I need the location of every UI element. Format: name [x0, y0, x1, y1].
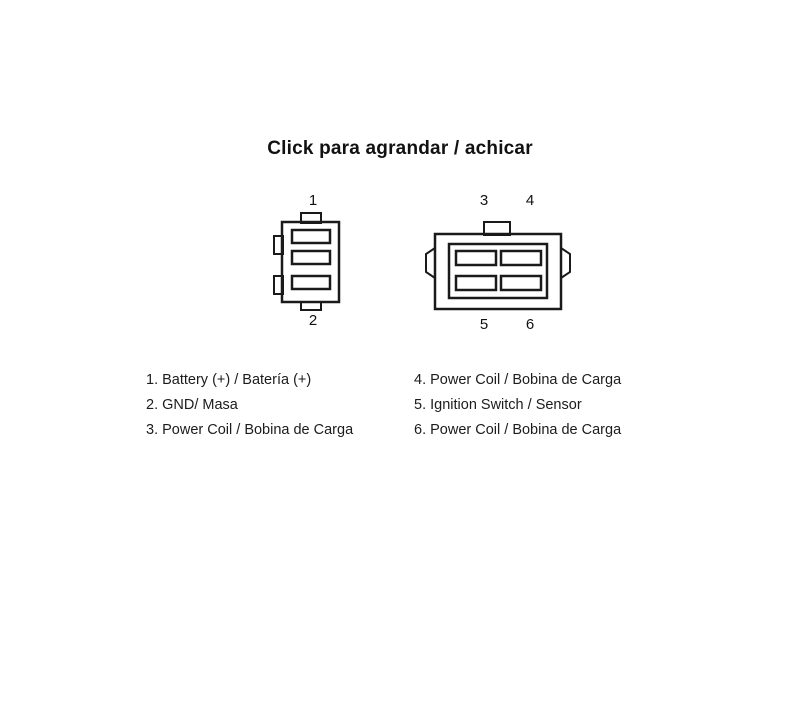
pin-legend	[146, 368, 666, 443]
list-item: 5. Ignition Switch / Sensor	[414, 397, 582, 413]
page-title: Click para agrandar / achicar	[267, 138, 533, 159]
pin-number-4: 4	[525, 192, 535, 209]
list-item: 4. Power Coil / Bobina de Carga	[414, 372, 622, 388]
pin-number-6: 6	[525, 316, 535, 333]
pin-number-3: 3	[479, 192, 489, 209]
list-item: 6. Power Coil / Bobina de Carga	[414, 422, 622, 438]
four-pin-connector[interactable]	[420, 192, 590, 342]
two-pin-connector[interactable]	[268, 192, 378, 342]
pin-legend-left-column	[146, 368, 404, 443]
four-pin-connector-drawing	[420, 192, 590, 342]
pin-number-2: 2	[308, 312, 318, 329]
list-item: 1. Battery (+) / Batería (+)	[146, 372, 312, 388]
list-item: 3. Power Coil / Bobina de Carga	[146, 422, 354, 438]
pin-number-5: 5	[479, 316, 489, 333]
pin-number-1: 1	[308, 192, 318, 209]
pin-legend-right-column	[414, 368, 666, 443]
two-pin-connector-drawing	[268, 192, 378, 342]
list-item: 2. GND/ Masa	[146, 397, 238, 413]
